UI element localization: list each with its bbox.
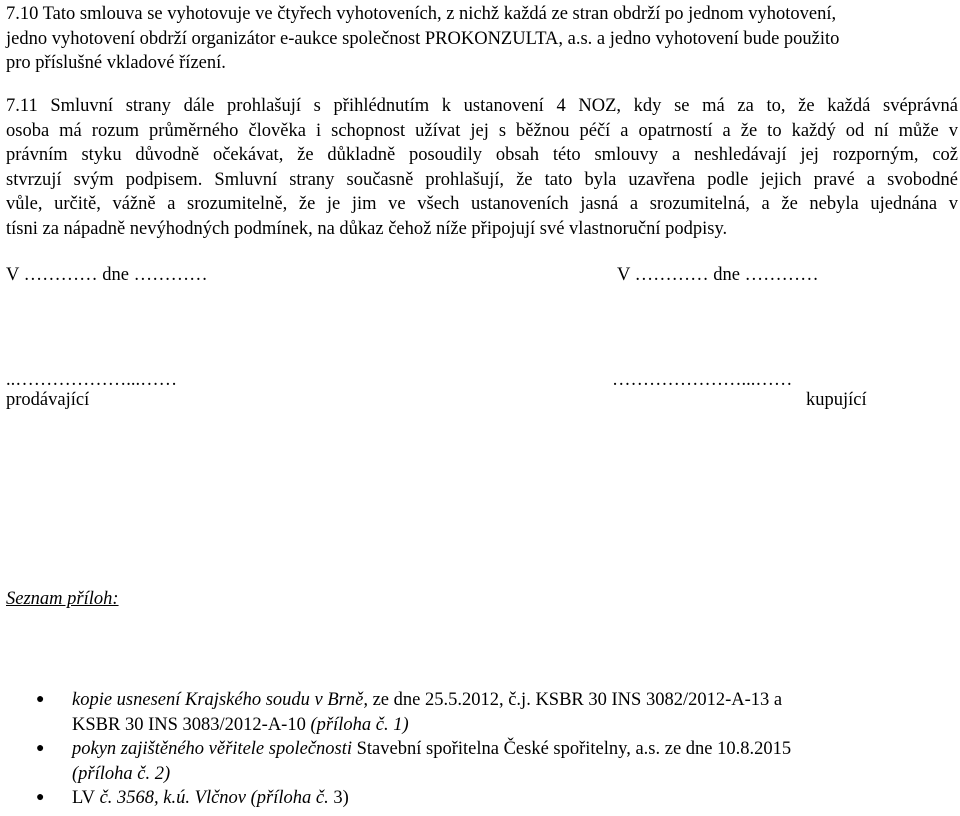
clause-7-11-line-5: vůle, určitě, vážně a srozumitelně, že je jim ve všech ustanoveních jasná a srozumitelná, a že nebyla ujednána v [6,194,958,214]
attachment-3-line-1 [72,786,948,811]
clause-7-11-line-4: stvrzují svým podpisem. Smluvní strany současně prohlašují, že tato byla uzavřena podle jejich pravé a svobodné [6,169,958,190]
attachment-item-2 [0,737,948,786]
attachment-item-1 [0,688,948,737]
attachment-1-text-2: KSBR 30 INS 3083/2012-A-10 [72,714,311,735]
clause-7-11-line-3: právním styku důvodně očekávat, že důkladně posoudily obsah této smlouvy a neshledávají jej rozporným, což [6,145,958,165]
buyer-label: kupující [806,390,867,410]
bullet-icon: ● [36,790,45,805]
clause-7-10 [6,2,958,76]
place-date-seller: V ………… dne ………… [6,265,208,285]
attachments-heading: Seznam příloh: [6,589,119,609]
clause-7-11-line-6: tísni za nápadně nevýhodných podmínek, na důkaz čehož níže připojují své vlastnoruční podpisy. [6,218,728,239]
clause-7-10-line-2: jedno vyhotovení obdrží organizátor e-aukce společnost PROKONZULTA, a.s. a jedno vyhotovení bude použito [6,28,840,49]
clause-7-11-line-1-start: 7.11 Smluvní strany dále prohlašují s přihlédnutím k ustanovení [6,96,557,116]
clause-7-11-line-1 [6,94,958,119]
attachments-list [0,688,960,811]
seller-label: prodávající [6,390,90,410]
signature-line-seller: ..………………...…… [6,370,178,390]
attachment-1-line-1 [72,688,948,713]
clause-7-11-line-1-end: 4 NOZ, kdy se má za to, že každá svéprávná [556,96,958,116]
attachment-1-italic: kopie usnesení Krajského soudu v Brně, [72,690,368,710]
clause-7-10-line-1: 7.10 Tato smlouva se vyhotovuje ve čtyřech vyhotoveních, z nichž každá ze stran obdrží po jednom vyhotovení, [6,4,837,24]
attachment-2-ref: (příloha č. 2) [72,763,171,784]
attachment-3-italic: č. 3568, k.ú. Vlčnov (příloha č. [94,788,329,808]
clause-7-10-line-3: pro příslušné vkladové řízení. [6,53,226,73]
attachment-2-italic: pokyn zajištěného věřitele společnosti [72,739,352,759]
attachment-2-line-1 [72,737,948,762]
bullet-icon: ● [36,741,45,756]
attachment-1-text: ze dne 25.5.2012, č.j. KSBR 30 INS 3082/2012-A-13 a [367,690,783,710]
attachment-3-text: 3) [328,788,349,808]
attachment-3-lv: LV [72,788,95,808]
clause-7-11-line-2: osoba má rozum průměrného člověka i schopnost užívat jej s běžnou péčí a opatrností a že to každý od ní může v [6,120,958,141]
bullet-icon: ● [36,692,45,707]
attachment-1-ref: (příloha č. 1) [310,714,409,735]
attachment-1-line-2 [72,713,948,738]
signature-line-buyer: …………………...…… [612,370,793,390]
clause-7-11 [6,94,958,241]
attachment-item-3 [0,786,948,811]
attachment-2-text: Stavební spořitelna České spořitelny, a.s. ze dne 10.8.2015 [352,739,792,759]
place-date-buyer: V ………… dne ………… [617,265,819,285]
